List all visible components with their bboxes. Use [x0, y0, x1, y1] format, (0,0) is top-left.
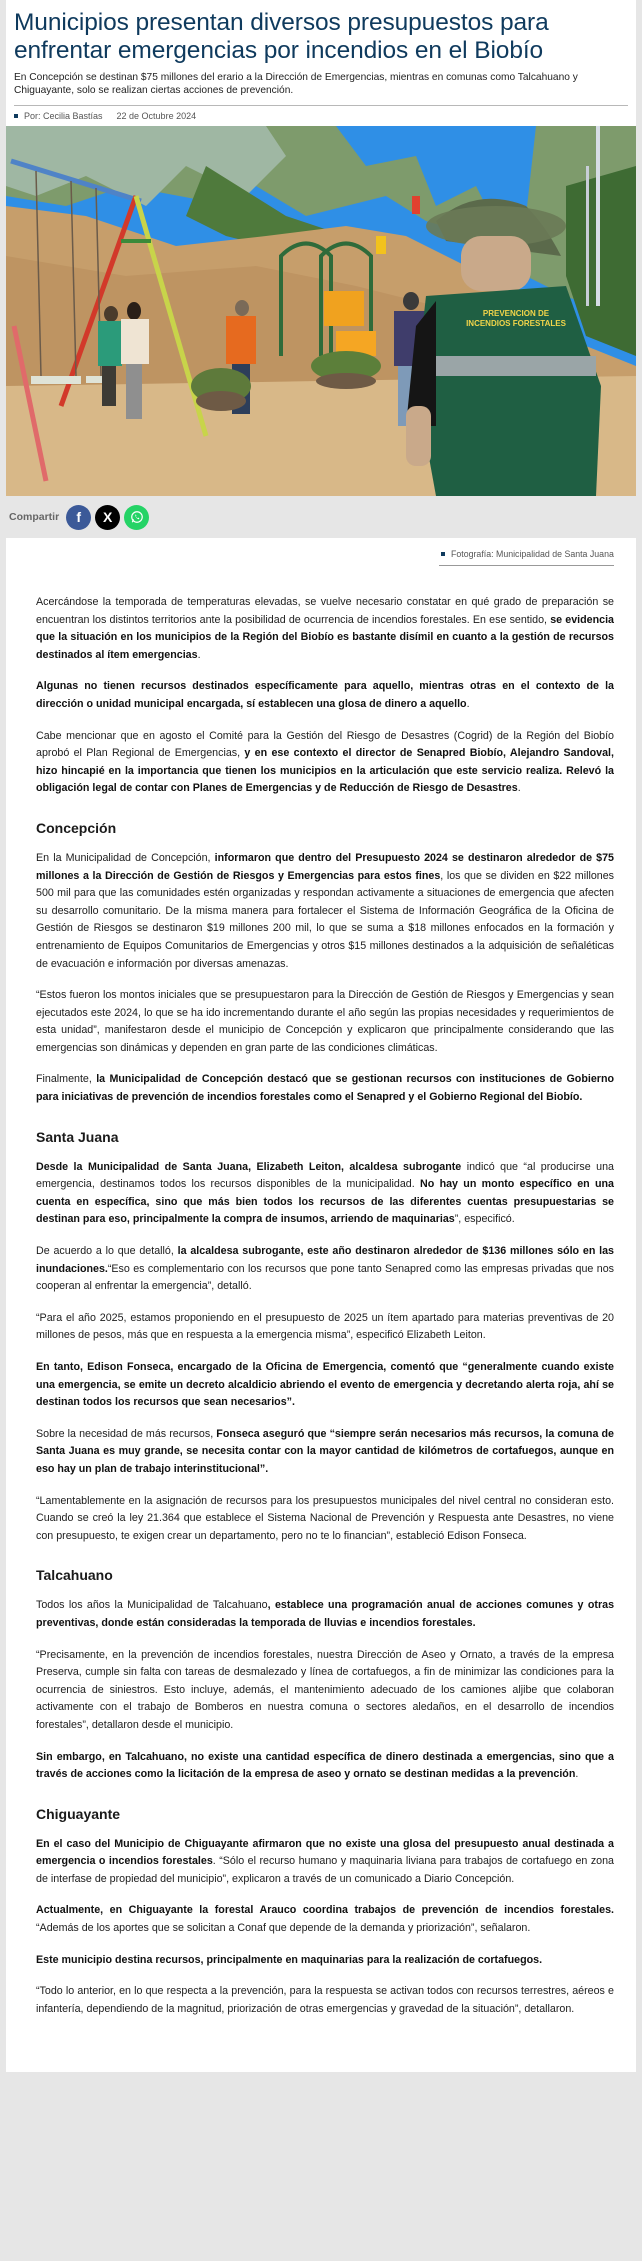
whatsapp-icon — [130, 510, 144, 524]
bullet-icon — [441, 552, 445, 556]
section-heading-concepcion: Concepción — [36, 819, 117, 836]
photo-illustration — [6, 126, 636, 496]
share-label: Compartir — [9, 511, 60, 523]
paragraph: Actualmente, en Chiguayante la forestal Arauco coordina trabajos de prevención de incendios forestales. “Además de los aportes que se solicitan a Conaf que depende de la demanda y priorización”, señalaron. — [36, 1904, 614, 1935]
paragraph: “Lamentablemente en la asignación de recursos para los presupuestos municipales del nivel central no consideran esto. Cuando se creó la ley 21.364 que establece el Sistema Nacional de Prevención y Respuesta ante Desastres, no viene con presupuesto, te exigen crear un departamento, pero no te lo financian”, estableció Edison Fonseca. — [36, 1494, 614, 1542]
section-heading-chiguayante: Chiguayante — [36, 1805, 121, 1822]
paragraph: “Estos fueron los montos iniciales que se presupuestaron para la Dirección de Gestión de Riesgos y Emergencias y sean ejecutados este 2024, lo que se ha ido incrementando durante el año según las propias necesidades y requerimientos de esta unidad”, manifestaron desde el municipio de Concepción y explicaron que principalmente considerando que las emergencias son dinámicas y dependen en gran parte de las condiciones climáticas. — [36, 989, 614, 1054]
photo-credit — [439, 544, 614, 566]
paragraph: Sobre la necesidad de más recursos, Fonseca aseguró que “siempre serán necesarios más recursos, la comuna de Santa Juana es muy grande, se necesita contar con la mayor cantidad de kilómetros de cortafuegos, aunque en eso hay un plan de trabajo interinstitucional”. — [36, 1427, 614, 1475]
section-heading-talcahuano: Talcahuano — [36, 1567, 113, 1584]
paragraph: Desde la Municipalidad de Santa Juana, Elizabeth Leiton, alcaldesa subrogante indicó que “al producirse una emergencia, destinamos todos los recursos disponibles de la municipalidad. No hay un monto específico en una cuenta en específica, sino que más bien todos los recursos de las diferentes cuentas presupuestarias se destinan para eso, principalmente la compra de insumos, arriendo de maquinarias”, especificó. — [36, 1160, 614, 1226]
share-bar — [6, 496, 636, 538]
paragraph: “Precisamente, en la prevención de incendios forestales, nuestra Dirección de Aseo y Ornato, a través de la empresa Preserva, cumple sin falta con tareas de desmalezado y línea de cortafuegos, a fin de minimizar las condiciones para la ocurrencia de siniestros. Esto incluye, además, el mantenimiento adecuado de los camiones aljibe que colaboran activamente con el trabajo de Bomberos en nuestra comuna o sectores aledaños, en el desarrollo de incendios forestales”, detallaron desde el municipio. — [36, 1648, 614, 1731]
publish-date: 22 de Octubre 2024 — [116, 111, 197, 121]
paragraph: Cabe mencionar que en agosto el Comité para la Gestión del Riesgo de Desastres (Cogrid) de la Región del Biobío aprobó el Plan Regional de Emergencias, y en ese contexto el director de Senapred Biobío, Alejandro Sandoval, hizo hincapié en la importancia que tienen los municipios en la articulación que este servicio realiza. Relevó la obligación legal de contar con Planes de Emergencias y de Reducción de Riesgo de Desastres. — [36, 729, 614, 795]
x-icon: X — [103, 509, 113, 525]
paragraph: Finalmente, la Municipalidad de Concepción destacó que se gestionan recursos con instituciones de Gobierno para iniciativas de prevención de incendios forestales como el Senapred y el Gobierno Regional del Biobío. — [36, 1073, 614, 1104]
author-name: Por: Cecilia Bastías — [24, 111, 103, 121]
section-heading-santa-juana: Santa Juana — [36, 1128, 119, 1145]
paragraph: De acuerdo a lo que detalló, la alcaldesa subrogante, este año destinaron alrededor de $136 millones sólo en las inundaciones.“Eso es complementario con los recursos que pone tanto Senapred como las empresas privadas que nos cooperan al enfrentar la emergencia”, detalló. — [36, 1245, 614, 1293]
share-x-button[interactable] — [95, 505, 120, 530]
share-whatsapp-button[interactable] — [124, 505, 149, 530]
share-facebook-button[interactable] — [66, 505, 91, 530]
article-photo — [6, 126, 636, 496]
article-header — [6, 0, 636, 126]
paragraph: Sin embargo, en Talcahuano, no existe una cantidad específica de dinero destinada a emergencias, sino que a través de acciones como la licitación de la empresa de aseo y ornato se destinan medidas a la prevención. — [36, 1750, 614, 1781]
paragraph: En la Municipalidad de Concepción, informaron que dentro del Presupuesto 2024 se destinaron alrededor de $75 millones a la Dirección de Gestión de Riesgos y Emergencias para estos fines, los que se dividen en $22 millones 500 mil para que las comunidades estén organizadas y respondan activamente a situaciones de emergencia que afecten su desarrollo comunitario. De la misma manera para fortalecer el Sistema de Información Geográfica de la Oficina de Gestión de Riesgos se destinaron $19 millones 200 mil, lo que se suma a $18 millones enfocados en la formación y entrenamiento de Equipos Comunitarios de Emergencias y otros $15 millones destinados a la adquisición de señaléticas de evacuación e información por diversas amenazas. — [36, 851, 615, 970]
paragraph: Todos los años la Municipalidad de Talcahuano, establece una programación anual de acciones comunes y otras preventivas, donde están consideradas la temporada de lluvias e incendios forestales. — [36, 1599, 615, 1629]
article-title: Municipios presentan diversos presupuestos para enfrentar emergencias por incendios en el Biobío — [14, 9, 549, 64]
author-byline — [14, 111, 103, 121]
article-subtitle: En Concepción se destinan $75 millones del erario a la Dirección de Emergencias, mientras en comunas como Talcahuano y Chiguayante, solo se realizan ciertas acciones de prevención. — [14, 72, 578, 96]
facebook-icon: f — [76, 509, 82, 525]
paragraph: Acercándose la temporada de temperaturas elevadas, se vuelve necesario constatar en qué grado de preparación se encuentran los distintos territorios ante la posibilidad de ocurrencia de incendios forestales. En ese sentido, se evidencia que la situación en los municipios de la Región del Biobío es bastante disímil en cuanto a la gestión de recursos destinados al ítem emergencias. — [36, 596, 614, 661]
bullet-icon — [14, 114, 18, 118]
paragraph: Algunas no tienen recursos destinados específicamente para aquello, mientras otras en el contexto de la dirección o unidad municipal encargada, sí establecen una glosa de dinero a aquello. — [36, 680, 614, 710]
svg-text:PREVENCION DE: PREVENCION DE — [482, 309, 550, 318]
photo-credit-text: Fotografía: Municipalidad de Santa Juana — [451, 549, 614, 559]
paragraph: En el caso del Municipio de Chiguayante afirmaron que no existe una glosa del presupuesto anual destinada a emergencia o incendios forestales. “Sólo el recurso humano y maquinaria liviana para trabajos de cortafuego en zona de interfase de propiedad del municipio”, explicaron a través de un comunicado a Diario Concepción. — [36, 1837, 614, 1885]
photo-credit-wrap — [36, 544, 614, 566]
svg-text:INCENDIOS FORESTALES: INCENDIOS FORESTALES — [466, 319, 566, 328]
article-meta — [14, 105, 628, 126]
paragraph: “Para el año 2025, estamos proponiendo en el presupuesto de 2025 un ítem apartado para materias preventivas de 20 millones de pesos, más que en respuesta a la emergencia misma”, especificó Elizabeth Leiton. — [36, 1311, 614, 1342]
paragraph: Este municipio destina recursos, principalmente en maquinarias para la realización de cortafuegos. — [36, 1953, 543, 1966]
paragraph: En tanto, Edison Fonseca, encargado de la Oficina de Emergencia, comentó que “generalmente cuando existe una emergencia, se emite un decreto alcaldicio abriendo el evento de emergencia y decretando alerta roja, ahí se destinan todos los recursos que sean necesarios”. — [36, 1361, 614, 1409]
article-body — [6, 538, 636, 2072]
paragraph: “Todo lo anterior, en lo que respecta a la prevención, para la respuesta se activan todos con recursos terrestres, aéreos e infantería, dependiendo de la magnitud, priorización de otras emergencias y gravedad de la situación”, detallaron. — [36, 1985, 614, 2015]
